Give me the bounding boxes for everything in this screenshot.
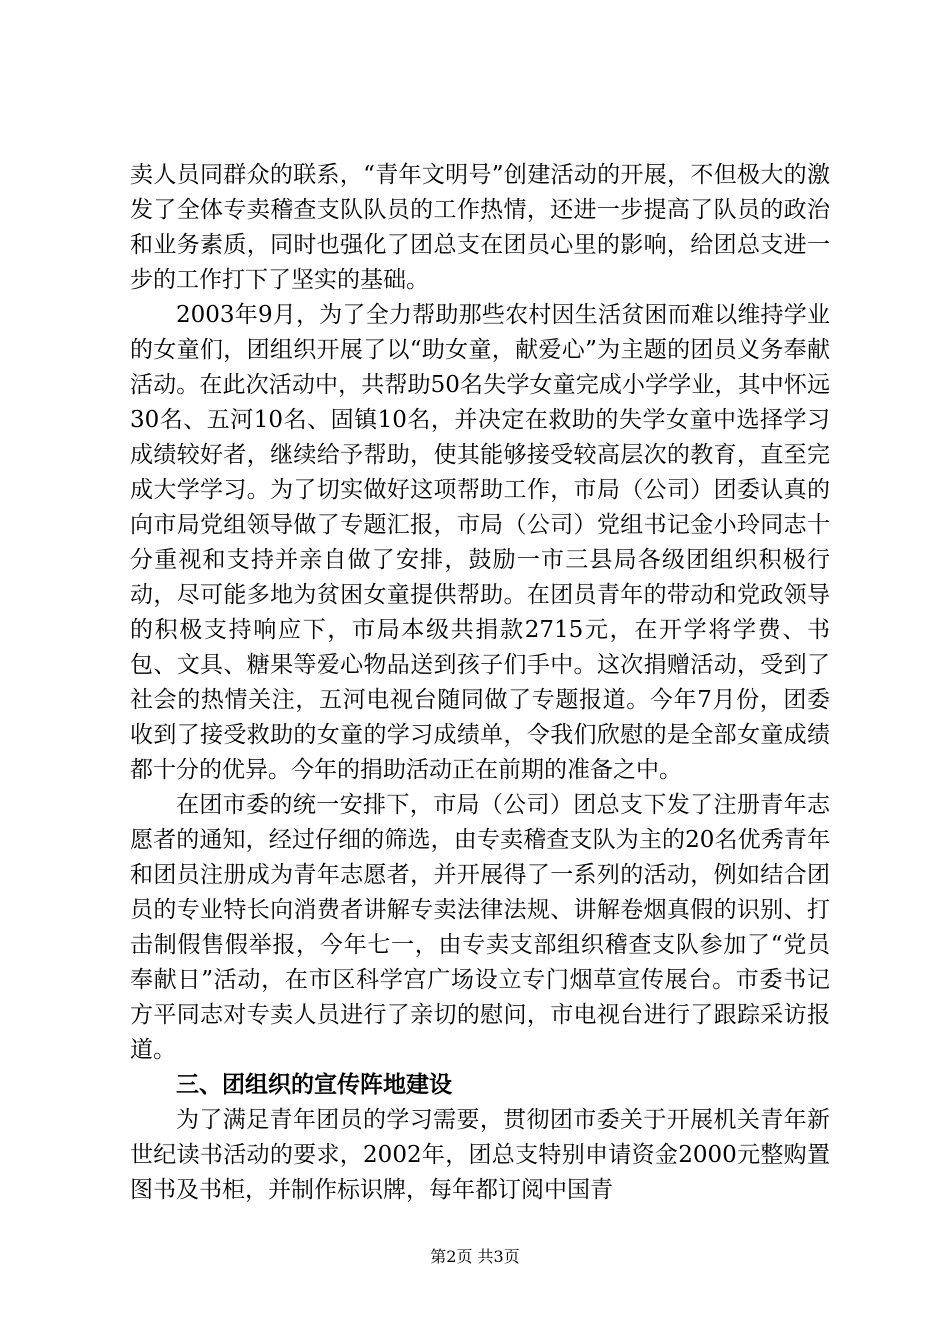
page-footer: 第2页 共3页 <box>430 1247 520 1266</box>
paragraph-continuation: 卖人员同群众的联系，“青年文明号”创建活动的开展，不但极大的激发了全体专卖稽查支队队员的工作热情，还进一步提高了队员的政治和业务素质，同时也强化了团总支在团员心里的影响，给团总支进一步的工作打下了坚实的基础。 <box>130 162 830 293</box>
section-heading: 三、团组织的宣传阵地建设 <box>176 1072 452 1098</box>
paragraph-volunteers: 在团市委的统一安排下，市局（公司）团总支下发了注册青年志愿者的通知，经过仔细的筛选，由专卖稽查支队为主的20名优秀青年和团员注册成为青年志愿者，并开展得了一系列的活动，例如结合团员的专业特长向消费者讲解专卖法律法规、讲解卷烟真假的识别、打击制假售假举报，今年七一，由专卖支部组织稽查支队参加了“党员奉献日”活动，在市区科学宫广场设立专门烟草宣传展台。市委书记方平同志对专卖人员进行了亲切的慰问，市电视台进行了跟踪采访报道。 <box>130 792 830 1063</box>
paragraph-girls-aid: 2003年9月，为了全力帮助那些农村因生活贫困而难以维持学业的女童们，团组织开展了以“助女童，献爱心”为主题的团员义务奉献活动。在此次活动中，共帮助50名失学女童完成小学学业，其中怀远30名、五河10名、固镇10名，并决定在救助的失学女童中选择学习成绩较好者，继续给予帮助，使其能够接受较高层次的教育，直至完成大学学习。为了切实做好这项帮助工作，市局（公司）团委认真的向市局党组领导做了专题汇报，市局（公司）党组书记金小玲同志十分重视和支持并亲自做了安排，鼓励一市三县局各级团组织积极行动，尽可能多地为贫困女童提供帮助。在团员青年的带动和党政领导的积极支持响应下，市局本级共捐款2715元，在开学将学费、书包、文具、糖果等爱心物品送到孩子们手中。这次捐赠活动，受到了社会的热情关注，五河电视台随同做了专题报道。今年7月份，团委收到了接受救助的女童的学习成绩单，令我们欣慰的是全部女童成绩都十分的优异。今年的捐助活动正在前期的准备之中。 <box>130 302 830 783</box>
paragraph-reading-activity: 为了满足青年团员的学习需要，贯彻团市委关于开展机关青年新世纪读书活动的要求，2002年，团总支特别申请资金2000元整购置图书及书柜，并制作标识牌，每年都订阅中国青 <box>130 1107 830 1203</box>
document-body <box>130 158 830 1208</box>
